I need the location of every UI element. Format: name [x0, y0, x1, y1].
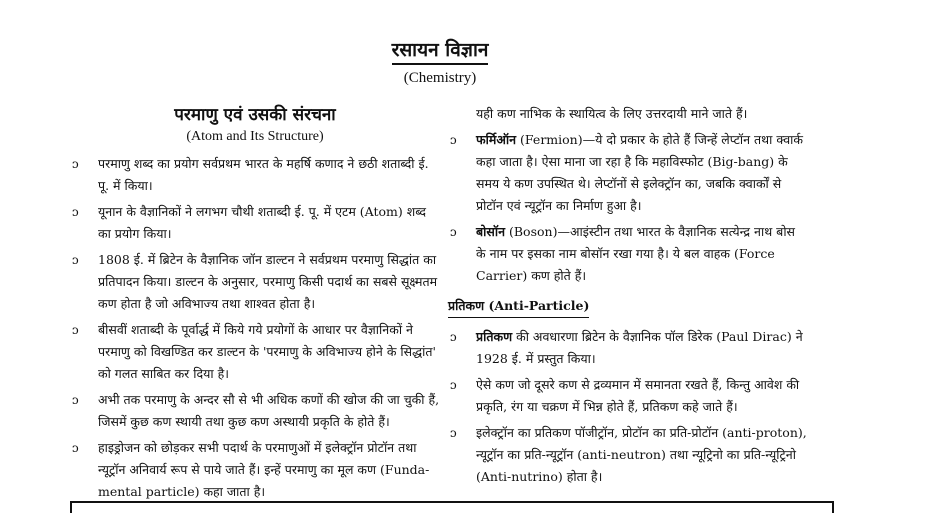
bullet-icon: ᴐ	[450, 426, 457, 440]
term-label: प्रतिकण	[476, 329, 513, 344]
list-item-text: 1808 ई. में ब्रिटेन के वैज्ञानिक जॉन डाल्टन ने सर्वप्रथम परमाणु सिद्धांत का प्रतिपादन किया। डाल्टन के अनुसार, परमाणु किसी पदार्थ का सबसे सूक्ष्मतम कण होता है जो अविभाज्य तथा शाश्वत होता है।	[98, 252, 438, 311]
list-item	[70, 201, 440, 245]
bullet-icon: ᴐ	[450, 378, 457, 392]
page-title-text: रसायन विज्ञान	[392, 39, 489, 65]
page-subtitle: (Chemistry)	[403, 70, 477, 86]
list-item	[70, 389, 440, 433]
list-item	[448, 326, 808, 370]
bullet-icon: ᴐ	[72, 323, 79, 337]
right-column	[448, 103, 808, 492]
page-title	[0, 36, 880, 62]
bullet-icon: ᴐ	[72, 253, 79, 267]
list-item-text: की अवधारणा ब्रिटेन के वैज्ञानिक पॉल डिरेक (Paul Dirac) ने 1928 ई. में प्रस्तुत किया।	[476, 329, 803, 366]
list-item	[70, 319, 440, 385]
list-item	[70, 249, 440, 315]
list-item	[448, 129, 808, 217]
section-subheading: (Atom and Its Structure)	[186, 129, 324, 144]
list-item-text: बीसवीं शताब्दी के पूर्वार्द्ध में किये गये प्रयोगों के आधार पर वैज्ञानिकों ने परमाणु को विखण्डित कर डाल्टन के 'परमाणु के अविभाज्य होने के सिद्धांत' को गलत साबित कर दिया है।	[98, 322, 436, 381]
bullet-icon: ᴐ	[450, 330, 457, 344]
particle-types-list	[448, 129, 808, 287]
bullet-icon: ᴐ	[450, 225, 457, 239]
list-item-text: हाइड्रोजन को छोड़कर सभी पदार्थ के परमाणुओं में इलेक्ट्रॉन प्रोटॉन तथा न्यूट्रॉन अनिवार्य रूप से पाये जाते हैं। इन्हें परमाणु का मूल कण (Funda-mental particle) कहा जाता है।	[98, 440, 430, 499]
list-item	[448, 374, 808, 418]
left-column	[70, 103, 440, 507]
list-item-text: (Fermion)—ये दो प्रकार के होते हैं जिन्हें लेप्टॉन तथा क्वार्क कहा जाता है। ऐसा माना जा रहा है कि महाविस्फोट (Big-bang) के समय ये कण उपस्थित थे। लेप्टॉनों से इलेक्ट्रॉन का, जबकि क्वार्कों से प्रोटॉन एवं न्यूट्रॉन का निर्माण हुआ है।	[476, 132, 803, 213]
list-item-text: (Boson)—आइंस्टीन तथा भारत के वैज्ञानिक सत्येन्द्र नाथ बोस के नाम पर इसका नाम बोसॉन रखा गया है। ये बल वाहक (Force Carrier) कण होते हैं।	[476, 224, 796, 283]
continuation-text: यही कण नाभिक के स्थायित्व के लिए उत्तरदायी माने जाते हैं।	[476, 106, 748, 121]
list-item-text: यूनान के वैज्ञानिकों ने लगभग चौथी शताब्दी ई. पू. में एटम (Atom) शब्द का प्रयोग किया।	[98, 204, 427, 241]
bottom-box-border	[70, 501, 834, 513]
bullet-icon: ᴐ	[72, 393, 79, 407]
list-item-text: ऐसे कण जो दूसरे कण से द्रव्यमान में समानता रखते हैं, किन्तु आवेश की प्रकृति, रंग या चक्रण में भिन्न होते हैं, प्रतिकण कहे जाते हैं।	[476, 377, 800, 414]
list-item-text: अभी तक परमाणु के अन्दर सौ से भी अधिक कणों की खोज की जा चुकी हैं, जिसमें कुछ कण स्थायी तथा कुछ कण अस्थायी प्रकृति के होते हैं।	[98, 392, 440, 429]
bullet-icon: ᴐ	[72, 441, 79, 455]
anti-particle-heading: प्रतिकण (Anti-Particle)	[448, 295, 589, 318]
list-item-text: परमाणु शब्द का प्रयोग सर्वप्रथम भारत के महर्षि कणाद ने छठी शताब्दी ई. पू. में किया।	[98, 156, 429, 193]
atom-facts-list	[70, 153, 440, 503]
list-item	[70, 153, 440, 197]
term-label: फर्मिऑन	[476, 132, 517, 147]
term-label: बोसॉन	[476, 224, 506, 239]
bullet-icon: ᴐ	[450, 133, 457, 147]
list-item-text: इलेक्ट्रॉन का प्रतिकण पॉजीट्रॉन, प्रोटॉन का प्रति-प्रोटॉन (anti-proton), न्यूट्रॉन का प्रति-न्यूट्रॉन (anti-neutron) तथा न्यूट्रिनो का प्रति-न्यूट्रिनो (Anti-nutrino) होता है।	[476, 425, 807, 484]
bullet-icon: ᴐ	[72, 205, 79, 219]
list-item	[448, 221, 808, 287]
list-item	[70, 437, 440, 503]
section-heading: परमाणु एवं उसकी संरचना	[174, 105, 336, 125]
list-item	[448, 422, 808, 488]
anti-particle-list	[448, 326, 808, 488]
bullet-icon: ᴐ	[72, 157, 79, 171]
